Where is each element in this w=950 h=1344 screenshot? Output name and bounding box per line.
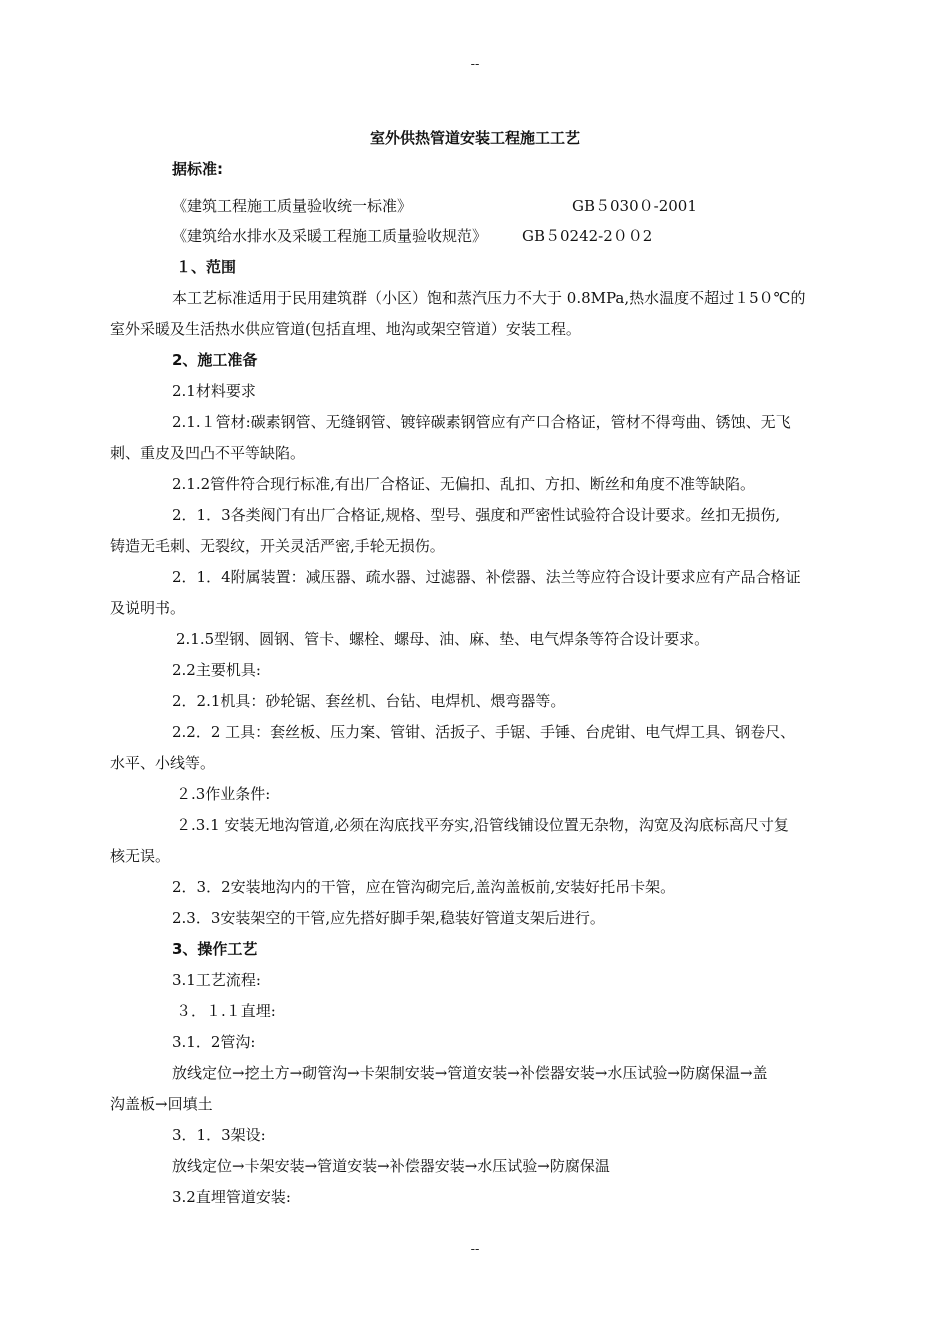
- body-line: 本工艺标准适用于民用建筑群（小区）饱和蒸汽压力不大于 0.8MPa,热水温度不超过１5０℃的: [172, 289, 806, 307]
- body-line: 2.1材料要求: [172, 382, 256, 400]
- section-heading: 3、操作工艺: [172, 940, 258, 958]
- body-line: 及说明书。: [110, 599, 186, 617]
- standard-name-1: 《建筑工程施工质量验收统一标准》: [172, 197, 413, 215]
- standard-name-2: 《建筑给水排水及采暖工程施工质量验收规范》: [172, 227, 488, 245]
- body-line: 2.1.5型钢、圆钢、管卡、螺栓、螺母、油、麻、垫、电气焊条等符合设计要求。: [176, 630, 710, 648]
- body-line: 2．2.1机具：砂轮锯、套丝机、台钻、电焊机、煨弯器等。: [172, 692, 566, 710]
- body-line: 3.1工艺流程:: [172, 971, 261, 989]
- body-line: 放线定位→卡架安装→管道安装→补偿器安装→水压试验→防腐保温: [172, 1157, 610, 1175]
- body-line: 刺、重皮及凹凸不平等缺陷。: [110, 444, 306, 462]
- body-line: 2．1．3各类阀门有出厂合格证,规格、型号、强度和严密性试验符合设计要求。丝扣无损伤,: [172, 506, 781, 524]
- document-title: 室外供热管道安装工程施工工艺: [369, 129, 580, 147]
- basis-heading: 据标准:: [172, 160, 223, 178]
- body-line: ３．１.１直埋:: [176, 1002, 276, 1020]
- body-line: 2．1．4附属装置：减压器、疏水器、过滤器、补偿器、法兰等应符合设计要求应有产品合格证: [172, 568, 801, 586]
- body-line: 2.1.１管材:碳素钢管、无缝钢管、镀锌碳素钢管应有产口合格证，管材不得弯曲、锈蚀、无飞: [172, 413, 791, 431]
- body-line: ２.3作业条件:: [176, 785, 271, 803]
- body-line: 水平、小线等。: [110, 754, 216, 772]
- body-line: 放线定位→挖土方→砌管沟→卡架制安装→管道安装→补偿器安装→水压试验→防腐保温→盖: [172, 1064, 768, 1082]
- standard-code-1: GB５030０-2001: [572, 197, 697, 215]
- body-line: 2．3．2安装地沟内的干管，应在管沟砌完后,盖沟盖板前,安装好托吊卡架。: [172, 878, 676, 896]
- section-heading: １、范围: [176, 258, 237, 276]
- body-line: 3.1．2管沟:: [172, 1033, 256, 1051]
- standard-code-2: GB５0242-2００2: [522, 227, 653, 245]
- body-line: 2.2主要机具:: [172, 661, 261, 679]
- page-header: --: [470, 57, 480, 72]
- body-line: ２.3.1 安装无地沟管道,必须在沟底找平夯实,沿管线铺设位置无杂物，沟宽及沟底标高尺寸复: [176, 816, 789, 834]
- body-line: 3．1．3架设:: [172, 1126, 266, 1144]
- page-footer: --: [470, 1242, 480, 1257]
- body-line: 核无误。: [110, 847, 171, 865]
- body-line: 3.2直埋管道安装:: [172, 1188, 291, 1206]
- body-line: 室外采暖及生活热水供应管道(包括直埋、地沟或架空管道）安装工程。: [110, 320, 581, 338]
- section-heading: 2、施工准备: [172, 351, 258, 369]
- body-line: 2.1.2管件符合现行标准,有出厂合格证、无偏扣、乱扣、方扣、断丝和角度不准等缺陷。: [172, 475, 755, 493]
- body-line: 2.3．3安装架空的干管,应先搭好脚手架,稳装好管道支架后进行。: [172, 909, 605, 927]
- body-line: 铸造无毛刺、无裂纹，开关灵活严密,手轮无损伤。: [110, 537, 445, 555]
- body-line: 2.2．2 工具：套丝板、压力案、管钳、活扳子、手锯、手锤、台虎钳、电气焊工具、钢卷尺、: [172, 723, 796, 741]
- body-line: 沟盖板→回填土: [110, 1095, 213, 1113]
